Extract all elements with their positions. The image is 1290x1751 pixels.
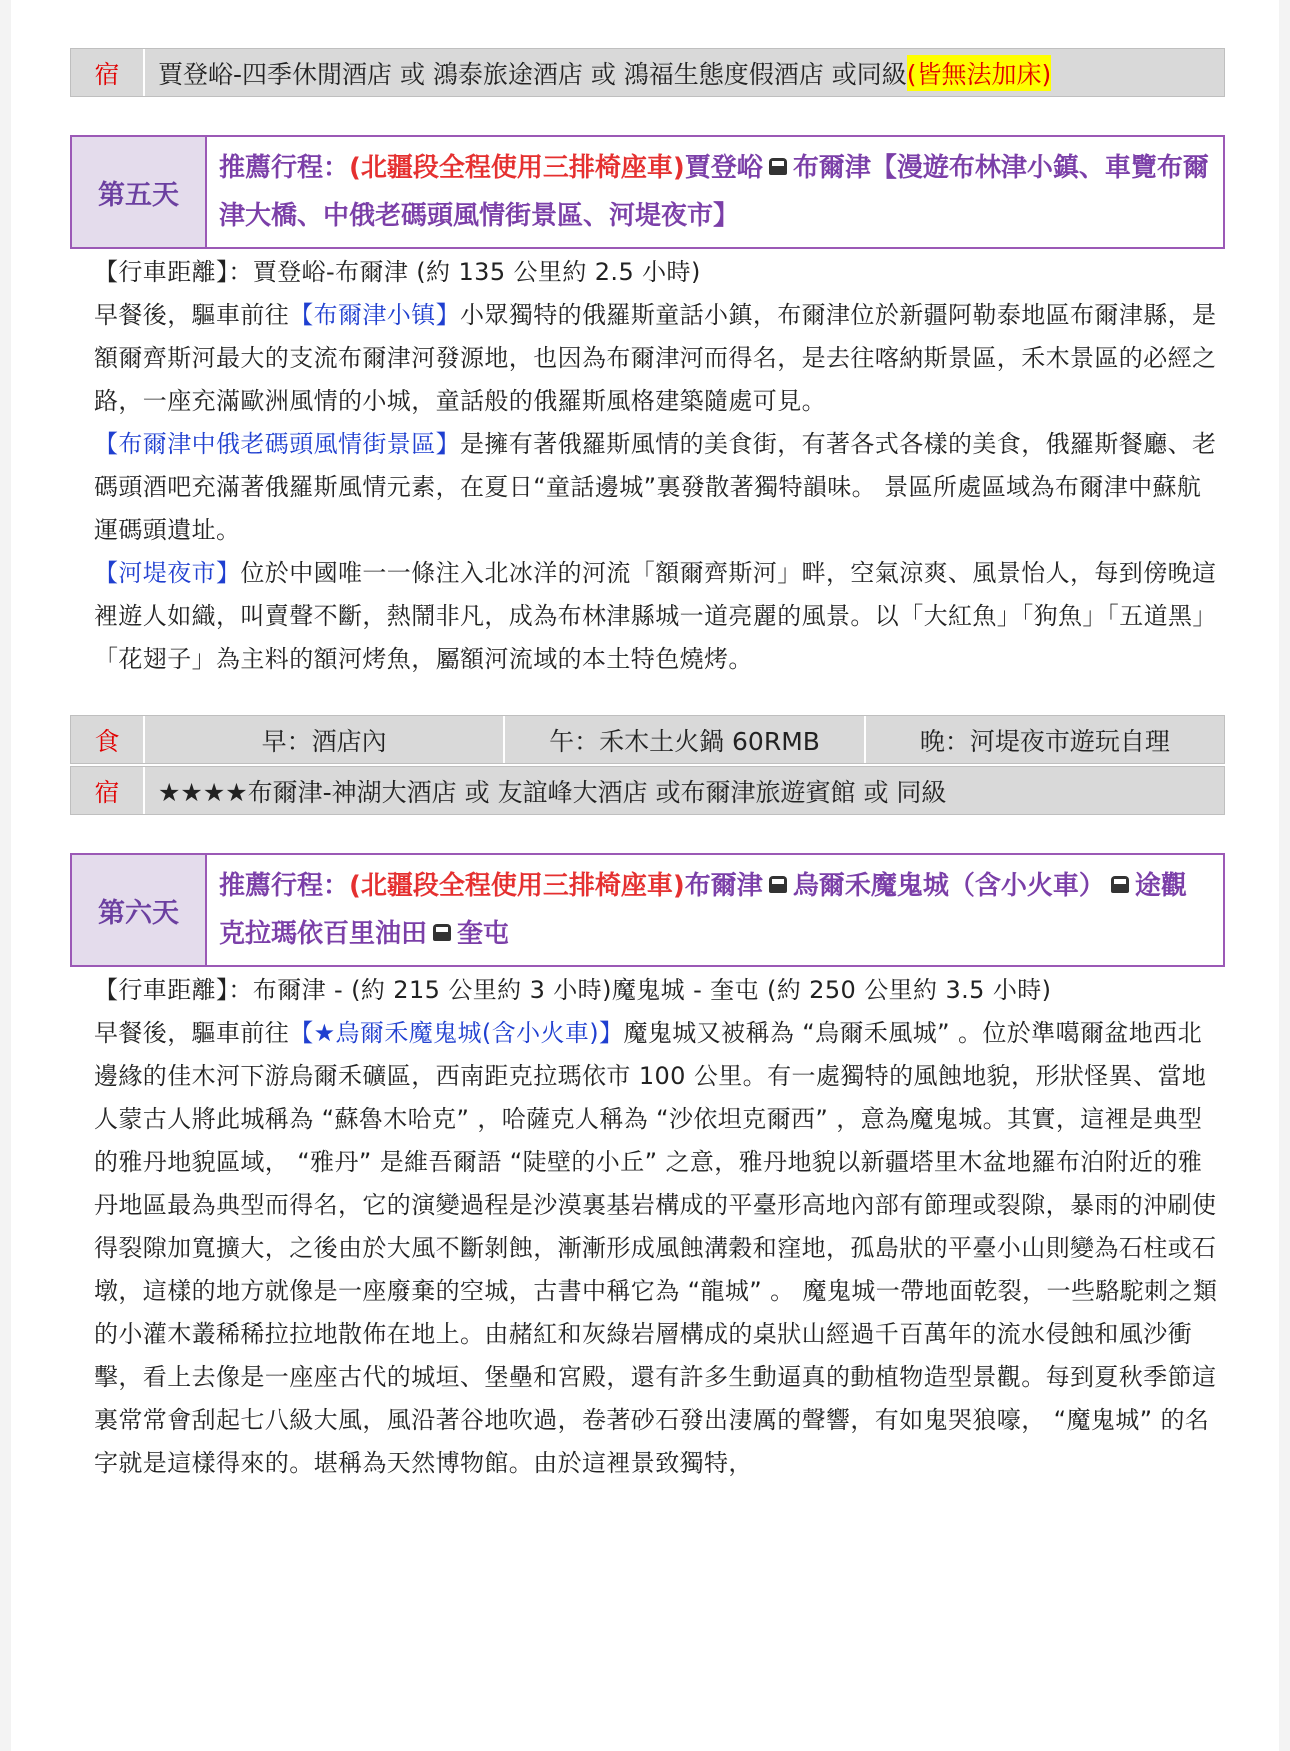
day6-route-b: 烏爾禾魔鬼城（含小火車） [792, 871, 1105, 901]
day6-p1-text: 魔鬼城又被稱為 “烏爾禾風城” 。位於準噶爾盆地西北邊緣的佳木河下游烏爾禾礦區，西南距克拉瑪依市 100 公里。有一處獨特的風蝕地貌，形狀怪異、當地人蒙古人將此城稱為 “蘇魯木哈克” ，哈薩克人稱為 “沙依坦克爾西” ，意為魔鬼城。其實，這裡是典型的雅丹地貌區域， “雅丹” 是維吾爾語 “陡壁的小丘” 之意，雅丹地貌以新疆塔里木盆地羅布泊附近的雅丹地區最為典型而得名，它的演變過程是沙漠裏基岩構成的平臺形高地內部有節理或裂隙，暴雨的沖刷使得裂隙加寬擴大，之後由於大風不斷剝蝕，漸漸形成風蝕溝穀和窪地，孤島狀的平臺小山則變為石柱或石墩，這樣的地方就像是一座廢棄的空城，古書中稱它為 “龍城” 。 魔鬼城一帶地面乾裂，一些駱駝刺之類的小灌木叢稀稀拉拉地散佈在地上。由赭紅和灰綠岩層構成的桌狀山經過千百萬年的流水侵蝕和風沙衝擊，看上去像是一座座古代的城垣、堡壘和宮殿，還有許多生動逼真的動植物造型景觀。每到夏秋季節這裏常常會刮起七八級大風，風沿著谷地吹過，卷著砂石發出淒厲的聲響，有如鬼哭狼嚎， “魔鬼城” 的名字就是這樣得來的。堪稱為天然博物館。由於這裡景致獨特， [94, 1019, 1218, 1477]
day5-route [207, 137, 1223, 247]
stay-key: 宿 [71, 49, 145, 96]
day5-distance: 【行車距離】：賈登峪-布爾津 (約 135 公里約 2.5 小時) [94, 258, 701, 286]
meal-bar [70, 715, 1225, 764]
day6-prefix: 推薦行程： [219, 871, 350, 901]
day6-mode: (北疆段全程使用三排椅座車) [349, 871, 685, 901]
day5-route-a: 賈登峪 [684, 153, 763, 183]
bus-icon [433, 924, 451, 941]
bus-icon [1111, 876, 1129, 893]
day6-route-d: 奎屯 [457, 919, 510, 949]
day6-paragraph-1 [70, 1012, 1225, 1485]
meal-breakfast: 早：酒店內 [145, 716, 505, 763]
day5-p1-lead: 早餐後，驅車前往 [94, 301, 290, 329]
day6-label: 第六天 [72, 855, 207, 965]
stay-hotels: 賈登峪-四季休閒酒店 或 鴻泰旅途酒店 或 鴻福生態度假酒店 或同級 [158, 59, 907, 89]
day6-route-c: 途觀克拉瑪依百里油田 [219, 871, 1187, 949]
itinerary-content [70, 48, 1225, 1485]
day5-paragraph-3 [70, 552, 1225, 681]
day5-label: 第五天 [72, 137, 207, 247]
stay-hotels: ★★★★布爾津-神湖大酒店 或 友誼峰大酒店 或布爾津旅遊賓館 或 同級 [158, 777, 947, 807]
day5-route-b: 布爾津【漫遊布林津小鎮、車覽布爾津大橋、中俄老碼頭風情街景區、河堤夜市】 [219, 153, 1209, 231]
meal-lunch: 午：禾木土火鍋 60RMB [505, 716, 865, 763]
stay-bar-day4 [70, 48, 1225, 97]
meal-key: 食 [71, 716, 145, 763]
day6-p1-link: 【★烏爾禾魔鬼城(含小火車)】 [289, 1019, 624, 1047]
day5-meal-stay-table [70, 715, 1225, 815]
stay-bar-day5 [70, 766, 1225, 815]
day6-header [70, 853, 1225, 967]
day5-paragraph-1 [70, 294, 1225, 423]
day5-mode: (北疆段全程使用三排椅座車) [349, 153, 685, 183]
day6-route-a: 布爾津 [684, 871, 763, 901]
day5-p3-text: 位於中國唯一一條注入北冰洋的河流「額爾齊斯河」畔，空氣涼爽、風景怡人，每到傍晚這裡遊人如織，叫賣聲不斷，熱鬧非凡，成為布林津縣城一道亮麗的風景。以「大紅魚」「狗魚」「五道黑」「花翅子」為主料的額河烤魚，屬額河流域的本土特色燒烤。 [94, 559, 1217, 673]
meal-dinner: 晚：河堤夜市遊玩自理 [919, 726, 1170, 756]
day5-p2-text: 是擁有著俄羅斯風情的美食街，有著各式各樣的美食，俄羅斯餐廳、老碼頭酒吧充滿著俄羅斯風情元素，在夏日“童話邊城”裏發散著獨特韻味。 景區所處區域為布爾津中蘇航運碼頭遺址。 [94, 430, 1217, 544]
day5-paragraph-2 [70, 423, 1225, 552]
day5-prefix: 推薦行程： [219, 153, 350, 183]
stay-key: 宿 [71, 767, 145, 814]
day6-p1-lead: 早餐後，驅車前往 [94, 1019, 290, 1047]
day6-route [207, 855, 1223, 965]
bus-icon [769, 158, 787, 175]
day5-p2-link: 【布爾津中俄老碼頭風情街景區】 [94, 430, 460, 458]
stay-value [145, 49, 1224, 96]
bus-icon [769, 876, 787, 893]
day6-distance: 【行車距離】：布爾津 - (約 215 公里約 3 小時)魔鬼城 - 奎屯 (約 250 公里約 3.5 小時) [94, 976, 1052, 1004]
day5-p1-text: 小眾獨特的俄羅斯童話小鎮，布爾津位於新疆阿勒泰地區布爾津縣，是額爾齊斯河最大的支流布爾津河發源地，也因為布爾津河而得名，是去往喀納斯景區，禾木景區的必經之路，一座充滿歐洲風情的小城，童話般的俄羅斯風格建築隨處可見。 [94, 301, 1217, 415]
stay-note-highlight: (皆無法加床) [907, 55, 1052, 91]
page [11, 0, 1279, 1751]
day5-header [70, 135, 1225, 249]
day5-p1-link: 【布爾津小镇】 [289, 301, 461, 329]
day5-p3-link: 【河堤夜市】 [94, 559, 241, 587]
